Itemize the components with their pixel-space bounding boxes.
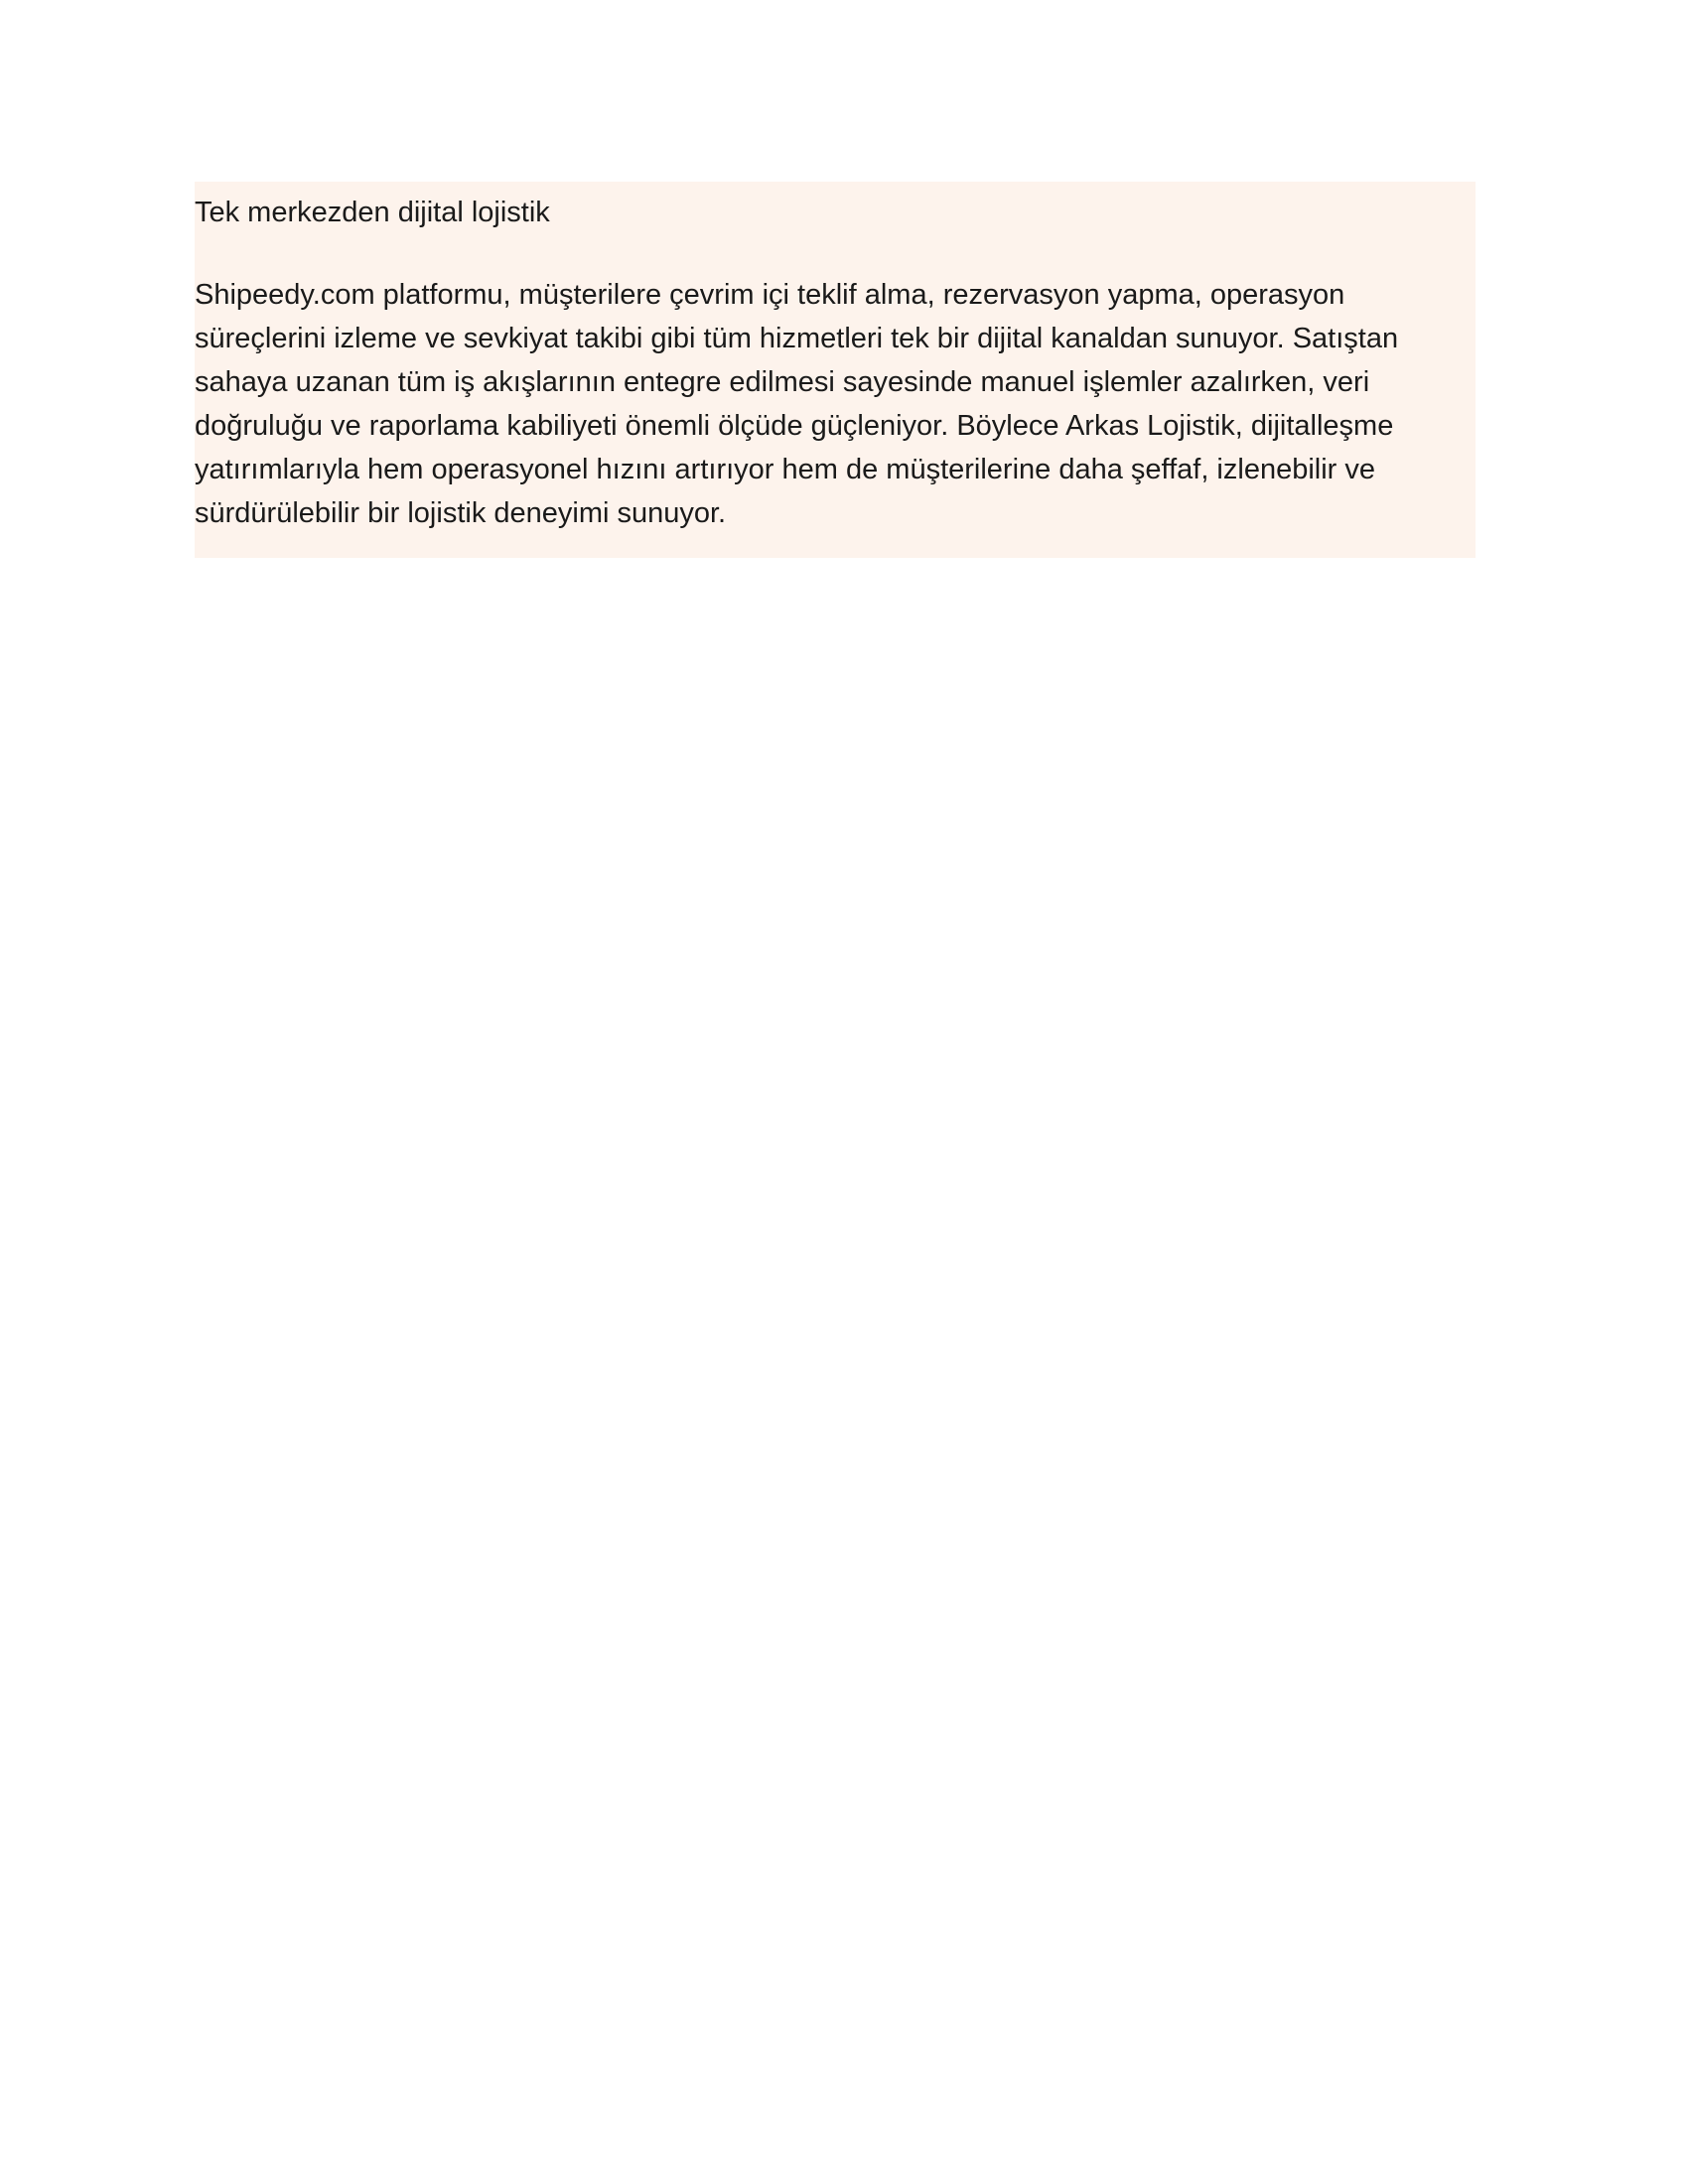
body-paragraph: Shipeedy.com platformu, müşterilere çevrim içi teklif alma, rezervasyon yapma, operasyon süreçlerini izleme ve sevkiyat takibi gibi tüm hizmetleri tek bir dijital kanaldan sunuyor. Satıştan sahaya uzanan tüm iş akışlarının entegre edilmesi sayesinde manuel işlemler azalırken, veri doğruluğu ve raporlama kabiliyeti önemli ölçüde güçleniyor. Böylece Arkas Lojistik, dijitalleşme yatırımlarıyla hem operasyonel hızını artırıyor hem de müşterilerine daha şeffaf, izlenebilir ve sürdürülebilir bir lojistik deneyimi sunuyor. [195, 279, 1399, 530]
highlighted-text-block [195, 182, 1476, 558]
paragraph-spacer [195, 233, 1476, 273]
section-heading: Tek merkezden dijital lojistik [195, 197, 550, 228]
